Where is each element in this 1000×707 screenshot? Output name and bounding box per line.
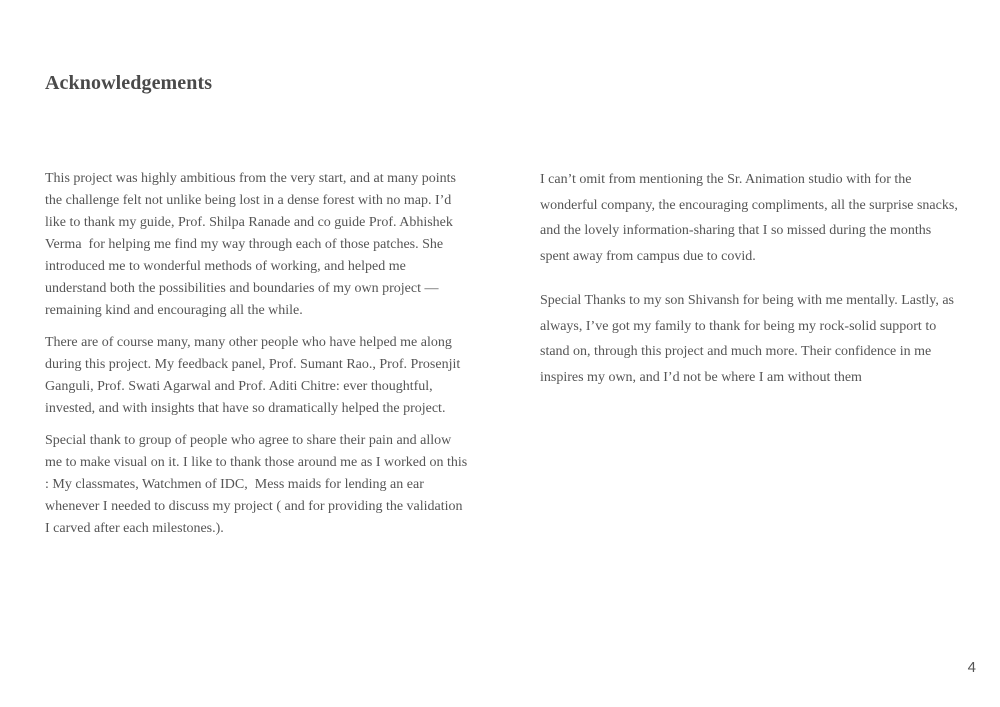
paragraph-special-thanks-group: Special thank to group of people who agree to share their pain and allow me to make visual on it. I like to thank those around me as I worked on this : My classmates, Watchmen of IDC, Mess maids for lending an ear whenever I needed to discuss my project ( and for providing the validation I carved after each milestones.). <box>45 433 471 536</box>
right-column <box>540 167 960 409</box>
page-title: Acknowledgements <box>45 72 213 94</box>
paragraph-animation-studio: I can’t omit from mentioning the Sr. Animation studio with for the wonderful company, the encouraging compliments, all the surprise snacks, and the lovely information-sharing that I so missed during the months spent away from campus due to covid. <box>540 172 962 265</box>
paragraph-family: Special Thanks to my son Shivansh for being with me mentally. Lastly, as always, I’ve got my family to thank for being my rock-solid support to stand on, through this project and much more. Their confidence in me inspires my own, and I’d not be where I am without them <box>540 292 958 385</box>
page-number: 4 <box>967 659 976 676</box>
left-column <box>45 168 470 550</box>
paragraph-guides: This project was highly ambitious from the very start, and at many points the challenge felt not unlike being lost in a dense forest with no map. I’d like to thank my guide, Prof. Shilpa Ranade and co guide Prof. Abhishek Verma for helping me find my way through each of those patches. She introduced me to wonderful methods of working, and helped me understand both the possibilities and boundaries of my own project — remaining kind and encouraging all the while. <box>45 171 460 318</box>
paragraph-feedback-panel: There are of course many, many other people who have helped me along during this project. My feedback panel, Prof. Sumant Rao., Prof. Prosenjit Ganguli, Prof. Swati Agarwal and Prof. Aditi Chitre: ever thoughtful, invested, and with insights that have so dramatically helped the project. <box>45 335 464 416</box>
